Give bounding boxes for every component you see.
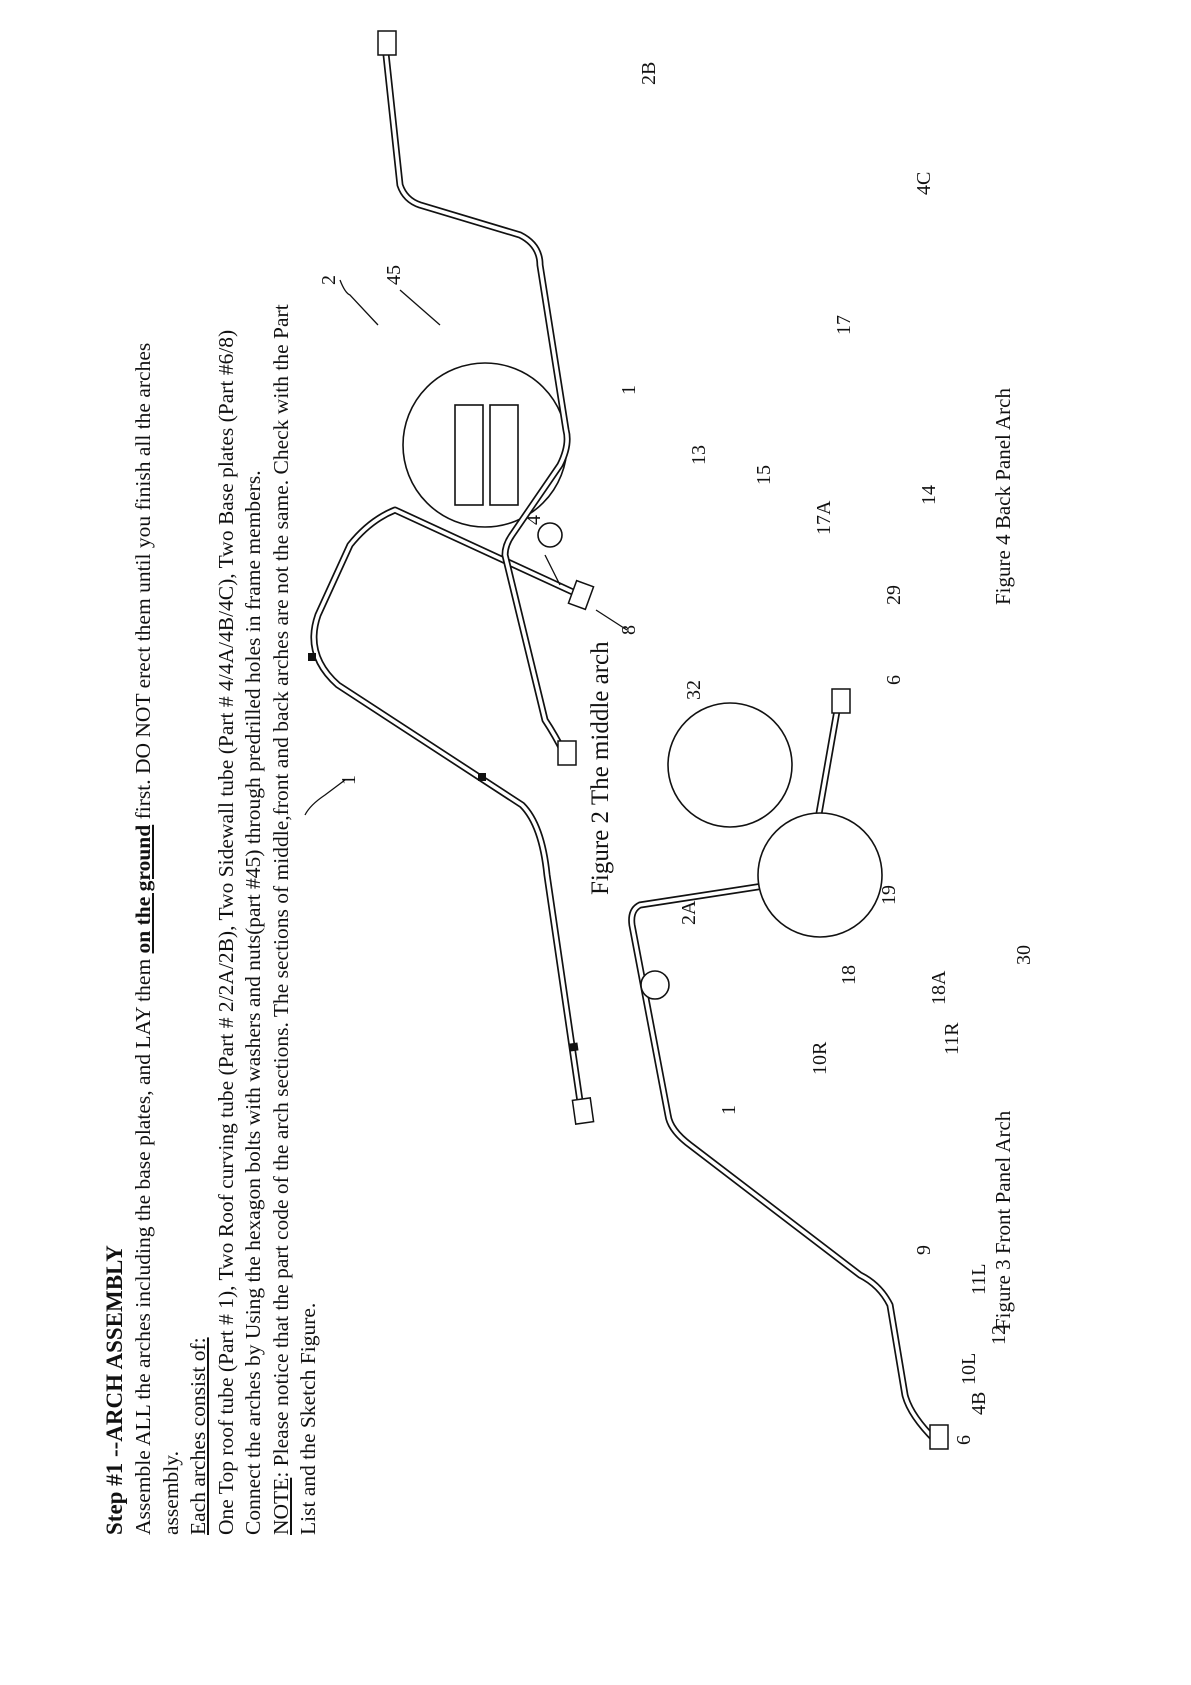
part-label-17: 17 xyxy=(833,315,855,335)
part-label-12: 12 xyxy=(988,1325,1010,1345)
part-label-10L: 10L xyxy=(958,1352,980,1385)
note-label: NOTE xyxy=(268,1477,293,1535)
part-label-17A: 17A xyxy=(813,500,835,535)
middle-arch-figure xyxy=(305,265,640,1124)
part-label-back-1: 1 xyxy=(618,385,640,395)
each-arches-heading: Each arches consist of: xyxy=(186,1337,210,1535)
part-label-9: 9 xyxy=(913,1245,935,1255)
consist-line-2: Connect the arches by Using the hexagon bolts with washers and nuts(part #45) through predrilled holes in frame members. xyxy=(241,470,265,1535)
caption-fig3: Figure 3 Front Panel Arch xyxy=(991,1110,1015,1330)
part-label-14: 14 xyxy=(918,485,940,505)
part-label-8: 8 xyxy=(618,625,640,635)
part-label-18: 18 xyxy=(838,965,860,985)
part-label-2B: 2B xyxy=(638,61,660,85)
part-label-13: 13 xyxy=(688,445,710,465)
para1-bold: on the ground xyxy=(131,824,155,954)
part-label-45: 45 xyxy=(383,265,405,285)
part-label-4C: 4C xyxy=(913,171,935,195)
part-label-29: 29 xyxy=(883,585,905,605)
part-label-4: 4 xyxy=(523,515,545,525)
part-label-15: 15 xyxy=(753,465,775,485)
part-label-18A: 18A xyxy=(928,970,950,1005)
step-title: Step #1 --ARCH ASSEMBLY xyxy=(102,1245,127,1535)
part-label-11L: 11L xyxy=(968,1263,990,1295)
part-label-4B: 4B xyxy=(968,1391,990,1415)
part-label-2A: 2A xyxy=(678,900,700,925)
caption-fig4: Figure 4 Back Panel Arch xyxy=(991,388,1015,605)
part-label-front-1: 1 xyxy=(718,1105,740,1115)
consist-line-1: One Top roof tube (Part # 1), Two Roof curving tube (Part # 2/2A/2B), Two Sidewall tube (Part # 4/4A/4B/4C), Two Base plates (Part #6/8) xyxy=(213,329,238,1535)
part-label-6: 6 xyxy=(953,1435,975,1445)
part-label-2: 2 xyxy=(318,275,340,285)
part-label-10R: 10R xyxy=(809,1041,831,1075)
part-label-19: 19 xyxy=(878,885,900,905)
paragraph-line-2: assembly. xyxy=(158,1451,183,1535)
part-label-32: 32 xyxy=(683,680,705,700)
part-label-back-6: 6 xyxy=(883,675,905,685)
note-line-2: List and the Sketch Figure. xyxy=(296,1302,320,1535)
part-label-11R: 11R xyxy=(941,1022,963,1055)
part-label-30: 30 xyxy=(1013,945,1035,965)
para1-post: first. DO NOT erect them until you finish all the arches xyxy=(131,342,155,825)
part-label-1: 1 xyxy=(338,775,360,785)
para1-pre: Assemble ALL the arches including the base plates, and LAY them xyxy=(131,953,155,1535)
note-text: : Please notice that the part code of the arch sections. The sections of middle,front and back arches are not the same. Check with the Part xyxy=(268,304,293,1478)
caption-fig2: Figure 2 The middle arch xyxy=(587,641,614,895)
